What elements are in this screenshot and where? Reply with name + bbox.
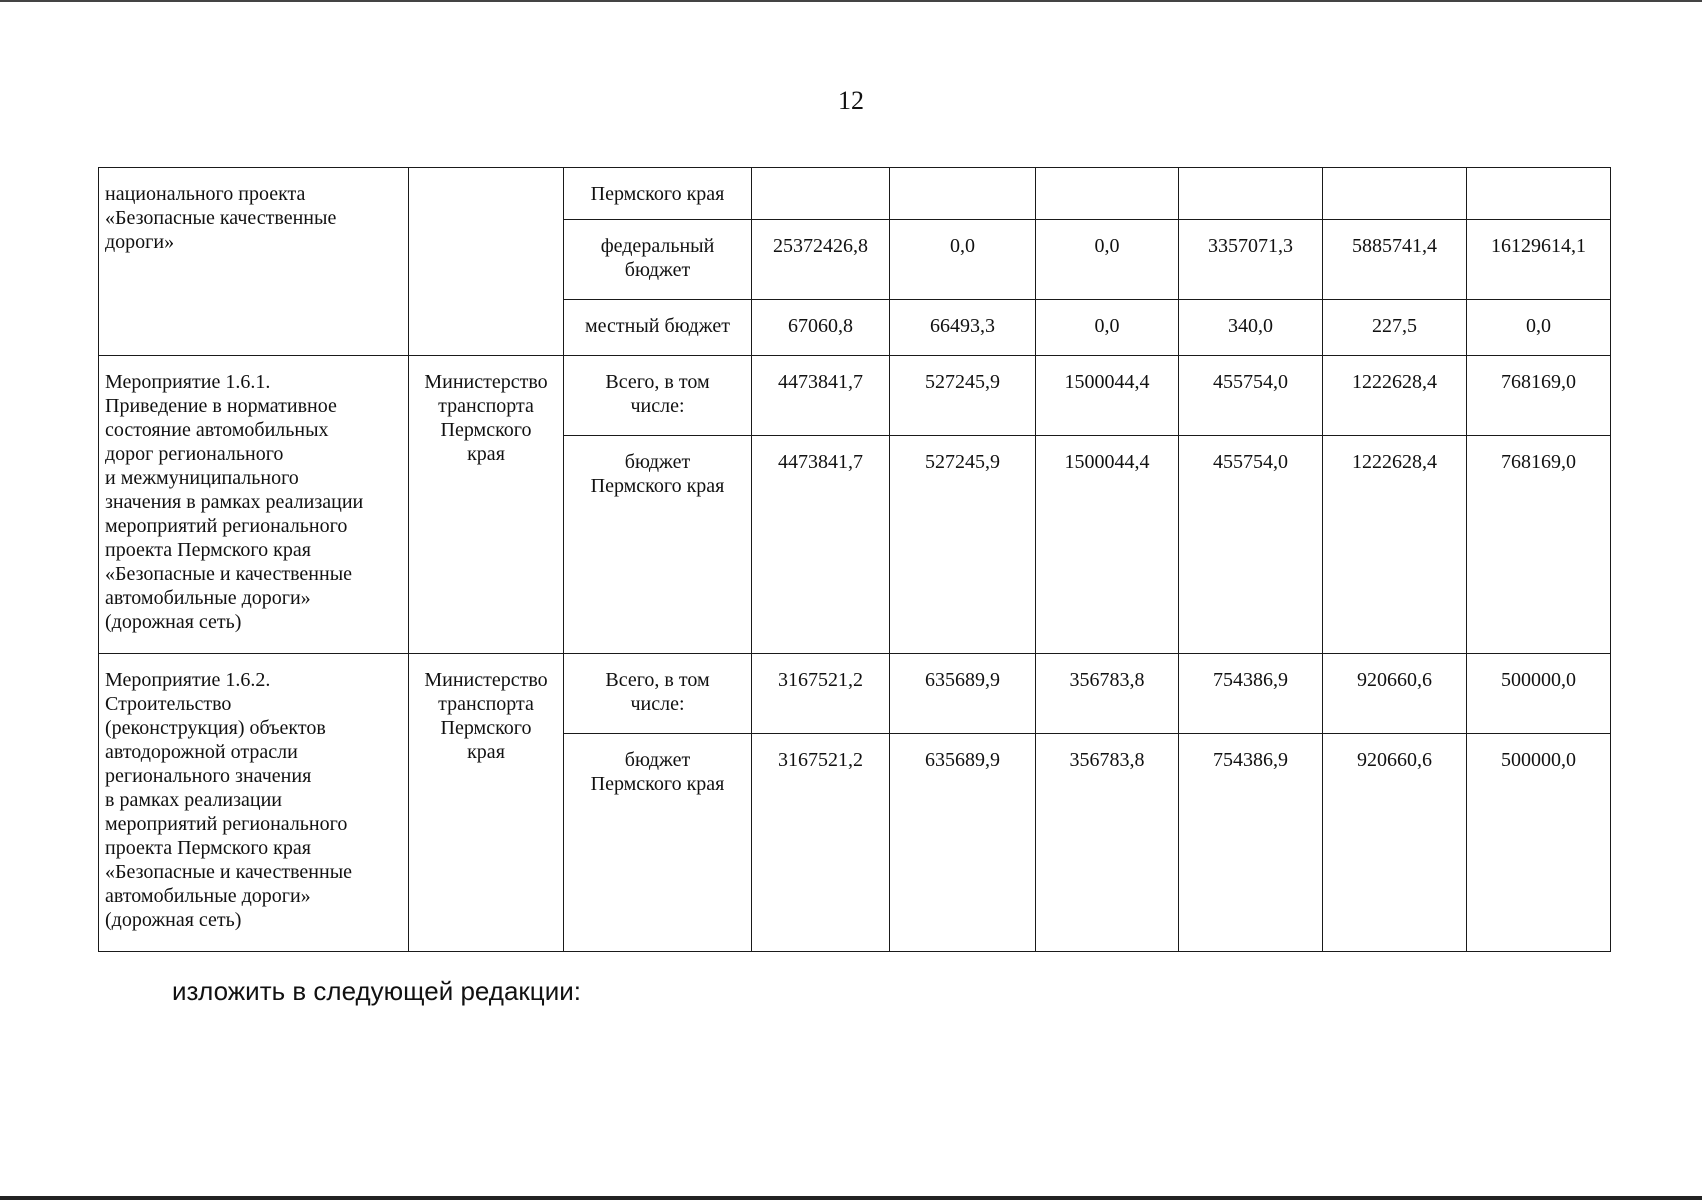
- executor-line: Министерство: [424, 669, 548, 691]
- executor-line: Министерство: [424, 371, 548, 393]
- amount-cell: 340,0: [1179, 300, 1323, 356]
- amount-cell: 455754,0: [1179, 356, 1323, 436]
- event-description-line: дорог регионального: [105, 443, 284, 465]
- amount-cell: 0,0: [1036, 220, 1179, 300]
- amount-cell: [1036, 168, 1179, 220]
- funding-source-cell: [564, 168, 752, 220]
- amount-cell: 500000,0: [1467, 654, 1611, 734]
- executor-line: Пермского: [440, 717, 532, 739]
- event-description-line: Приведение в нормативное: [105, 395, 337, 417]
- amount-cell: 3167521,2: [752, 734, 890, 952]
- amount-cell: 500000,0: [1467, 734, 1611, 952]
- event-description-line: «Безопасные и качественные: [105, 563, 353, 585]
- amount-cell: 3357071,3: [1179, 220, 1323, 300]
- funding-source-cell: [564, 220, 752, 300]
- event-description-line: состояние автомобильных: [105, 419, 329, 441]
- amount-cell: 16129614,1: [1467, 220, 1611, 300]
- amount-cell: 768169,0: [1467, 356, 1611, 436]
- event-description-cell: [99, 356, 409, 654]
- event-description-line: (реконструкция) объектов: [105, 717, 326, 739]
- amount-cell: 1222628,4: [1323, 356, 1467, 436]
- event-description-line: регионального значения: [105, 765, 312, 787]
- event-description-line: в рамках реализации: [105, 789, 283, 811]
- event-description-line: «Безопасные качественные: [105, 207, 337, 229]
- page-number: 12: [838, 86, 864, 115]
- amount-cell: 455754,0: [1179, 436, 1323, 654]
- event-description-line: значения в рамках реализации: [105, 491, 364, 513]
- amount-cell: 3167521,2: [752, 654, 890, 734]
- funding-source-line: федеральный: [600, 235, 715, 257]
- event-description-cell: [99, 168, 409, 356]
- event-description-line: проекта Пермского края: [105, 837, 311, 859]
- amount-cell: [752, 168, 890, 220]
- amount-cell: 527245,9: [890, 436, 1036, 654]
- amount-cell: [890, 168, 1036, 220]
- table-row: [99, 654, 1611, 734]
- funding-source-line: Всего, в том: [605, 371, 710, 393]
- event-description-line: мероприятий регионального: [105, 515, 348, 537]
- amount-cell: [1323, 168, 1467, 220]
- amount-cell: 67060,8: [752, 300, 890, 356]
- event-description-line: автомобильные дороги»: [105, 587, 311, 609]
- funding-source-line: Пермского края: [590, 773, 725, 795]
- executor-cell: [409, 356, 564, 654]
- amount-cell: 754386,9: [1179, 734, 1323, 952]
- amount-cell: 5885741,4: [1323, 220, 1467, 300]
- executor-line: транспорта: [438, 395, 534, 417]
- funding-source-line: Всего, в том: [605, 669, 710, 691]
- event-description-line: автомобильные дороги»: [105, 885, 311, 907]
- amount-cell: 4473841,7: [752, 356, 890, 436]
- amount-cell: 356783,8: [1036, 734, 1179, 952]
- amount-cell: 527245,9: [890, 356, 1036, 436]
- event-description-line: (дорожная сеть): [105, 909, 242, 931]
- amount-cell: 1222628,4: [1323, 436, 1467, 654]
- amount-cell: 356783,8: [1036, 654, 1179, 734]
- amount-cell: [1179, 168, 1323, 220]
- scan-edge-bottom: [0, 1196, 1702, 1200]
- amount-cell: 0,0: [1036, 300, 1179, 356]
- funding-table: [98, 167, 1611, 952]
- funding-source-cell: [564, 356, 752, 436]
- amount-cell: 1500044,4: [1036, 436, 1179, 654]
- amount-cell: 0,0: [890, 220, 1036, 300]
- scan-edge-top: [0, 0, 1702, 2]
- funding-source-line: числе:: [630, 693, 685, 715]
- event-description-line: дороги»: [105, 231, 175, 253]
- amount-cell: 635689,9: [890, 734, 1036, 952]
- event-description-line: и межмуниципального: [105, 467, 299, 489]
- funding-source-cell: [564, 300, 752, 356]
- funding-source-cell: [564, 654, 752, 734]
- funding-source-line: бюджет: [624, 451, 691, 473]
- event-description-line: Строительство: [105, 693, 232, 715]
- event-description-line: мероприятий регионального: [105, 813, 348, 835]
- funding-source-cell: [564, 436, 752, 654]
- table-row: [99, 356, 1611, 436]
- event-description-cell: [99, 654, 409, 952]
- event-description-line: автодорожной отрасли: [105, 741, 298, 763]
- executor-cell: [409, 654, 564, 952]
- amount-cell: 920660,6: [1323, 734, 1467, 952]
- amount-cell: 754386,9: [1179, 654, 1323, 734]
- amount-cell: 0,0: [1467, 300, 1611, 356]
- funding-source-line: бюджет: [624, 259, 691, 281]
- funding-source-line: числе:: [630, 395, 685, 417]
- funding-source-line: бюджет: [624, 749, 691, 771]
- executor-line: Пермского: [440, 419, 532, 441]
- event-description-line: национального проекта: [105, 183, 306, 205]
- amount-cell: 635689,9: [890, 654, 1036, 734]
- amount-cell: 920660,6: [1323, 654, 1467, 734]
- executor-cell: [409, 168, 564, 356]
- amount-cell: 4473841,7: [752, 436, 890, 654]
- amount-cell: 1500044,4: [1036, 356, 1179, 436]
- amount-cell: 227,5: [1323, 300, 1467, 356]
- event-description-line: проекта Пермского края: [105, 539, 311, 561]
- event-description-line: Мероприятие 1.6.1.: [105, 371, 271, 393]
- amount-cell: 66493,3: [890, 300, 1036, 356]
- executor-line: края: [467, 741, 505, 763]
- amount-cell: [1467, 168, 1611, 220]
- funding-source-line: местный бюджет: [585, 315, 730, 337]
- event-description-line: «Безопасные и качественные: [105, 861, 353, 883]
- executor-line: транспорта: [438, 693, 534, 715]
- amount-cell: 25372426,8: [752, 220, 890, 300]
- amount-cell: 768169,0: [1467, 436, 1611, 654]
- funding-source-line: Пермского края: [590, 475, 725, 497]
- event-description-line: (дорожная сеть): [105, 611, 242, 633]
- executor-line: края: [467, 443, 505, 465]
- funding-source-line: Пермского края: [590, 183, 725, 205]
- funding-source-cell: [564, 734, 752, 952]
- amendment-instruction: изложить в следующей редакции:: [172, 976, 581, 1006]
- table-row: [99, 168, 1611, 220]
- event-description-line: Мероприятие 1.6.2.: [105, 669, 271, 691]
